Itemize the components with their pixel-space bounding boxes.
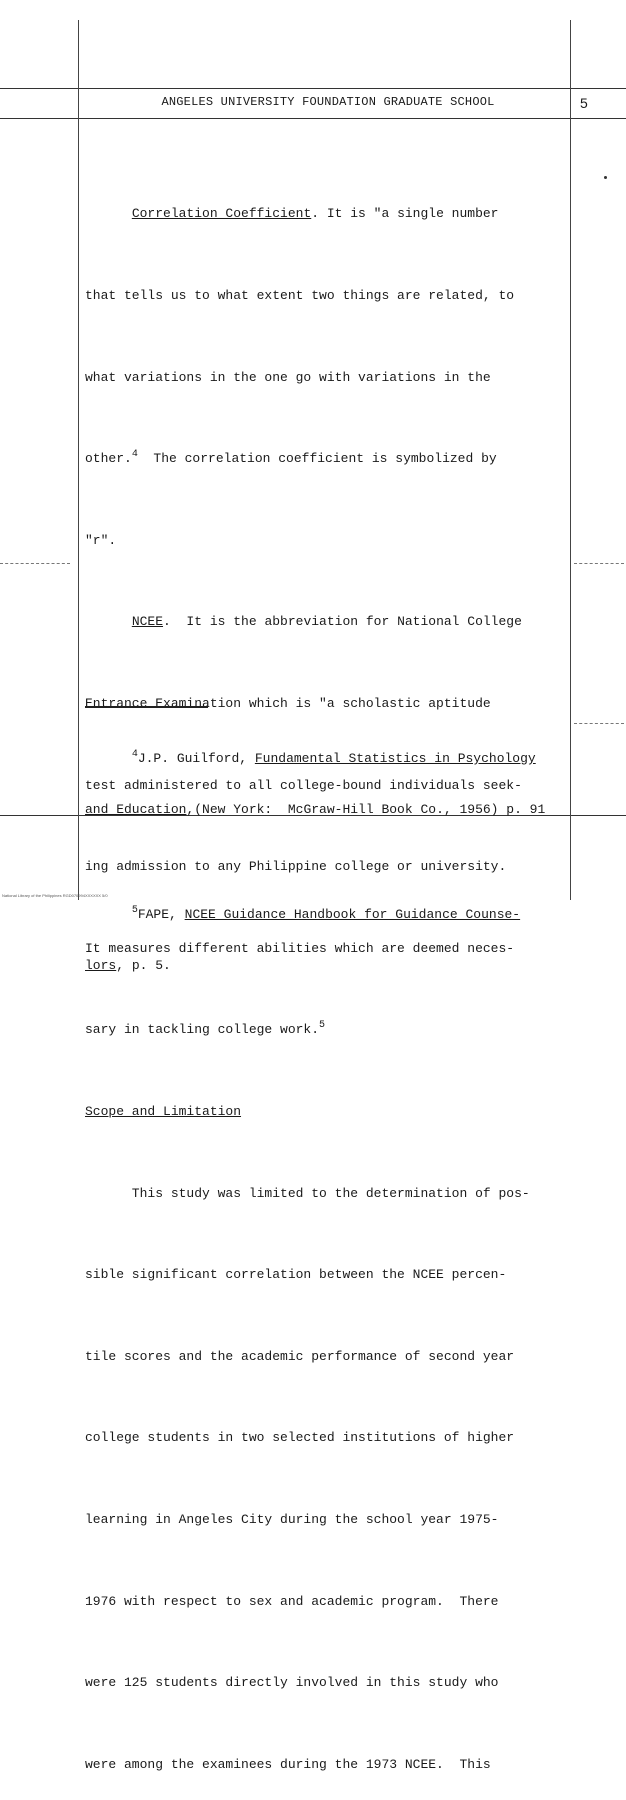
page-number: 5 xyxy=(580,95,588,111)
scope-line-6: 1976 with respect to sex and academic program. There xyxy=(85,1593,499,1609)
page-header-title: ANGELES UNIVERSITY FOUNDATION GRADUATE SCHOOL xyxy=(161,95,495,109)
footnote-separator xyxy=(85,706,208,708)
footnote-4-cont: and Education,(New York: McGraw-Hill Book Co., 1956) p. 91 xyxy=(85,802,546,817)
correlation-line-5: "r". xyxy=(85,532,117,548)
scope-line-1: This study was limited to the determination of pos- xyxy=(85,1185,530,1201)
footnote-4: $^4$J.P. Guilford, Fundamental Statistics in Psychology xyxy=(131,749,536,766)
scope-line-2: sible significant correlation between the NCEE percen- xyxy=(85,1267,507,1283)
correlation-line-4: other.$^4$ The correlation coefficient is symbolized by xyxy=(85,449,497,467)
footnote-ref-4: 4 xyxy=(131,449,138,461)
scope-line-3: tile scores and the academic performance of second year xyxy=(85,1348,515,1364)
footnotes xyxy=(85,716,605,991)
correlation-line-3: what variations in the one go with variations in the xyxy=(85,369,491,385)
ncee-line-1: NCEE. It is the abbreviation for National College xyxy=(131,614,522,630)
correlation-term: Correlation Coefficient xyxy=(131,206,312,222)
ncee-term: NCEE xyxy=(131,614,164,630)
ncee-line-2: Entrance Examination which is "a scholastic aptitude xyxy=(85,695,491,711)
footnote-5-cont: lors, p. 5. xyxy=(85,958,171,973)
right-dash-mark xyxy=(574,563,624,564)
ncee-line-5: It measures different abilities which are deemed neces- xyxy=(85,940,515,956)
scope-line-8: were among the examinees during the 1973 NCEE. This xyxy=(85,1756,491,1772)
ncee-line-3: test administered to all college-bound individuals seek- xyxy=(85,777,522,793)
scope-line-7: were 125 students directly involved in this study who xyxy=(85,1675,499,1691)
correlation-line-1: Correlation Coefficient. It is "a single number xyxy=(131,206,499,222)
stray-dot xyxy=(604,176,607,179)
scope-line-5: learning in Angeles City during the school year 1975- xyxy=(85,1511,499,1527)
scope-line-4: college students in two selected institutions of higher xyxy=(85,1430,515,1446)
scan-label: National Library of the Philippines RGD070994XXXXXX 5/0 xyxy=(2,893,108,898)
ncee-line-4: ing admission to any Philippine college or university. xyxy=(85,859,507,875)
left-margin-rule xyxy=(78,20,79,900)
footnote-5: $^5$FAPE, NCEE Guidance Handbook for Guidance Counse- xyxy=(131,905,521,922)
header-rule xyxy=(0,118,626,119)
left-dash-mark xyxy=(0,563,70,564)
footnote-ref-5: 5 xyxy=(319,1020,326,1032)
top-rule xyxy=(0,88,626,89)
scope-heading: Scope and Limitation xyxy=(85,1103,242,1119)
ncee-line-6: sary in tackling college work.$^5$ xyxy=(85,1020,326,1038)
correlation-line-2: that tells us to what extent two things are related, to xyxy=(85,288,515,303)
